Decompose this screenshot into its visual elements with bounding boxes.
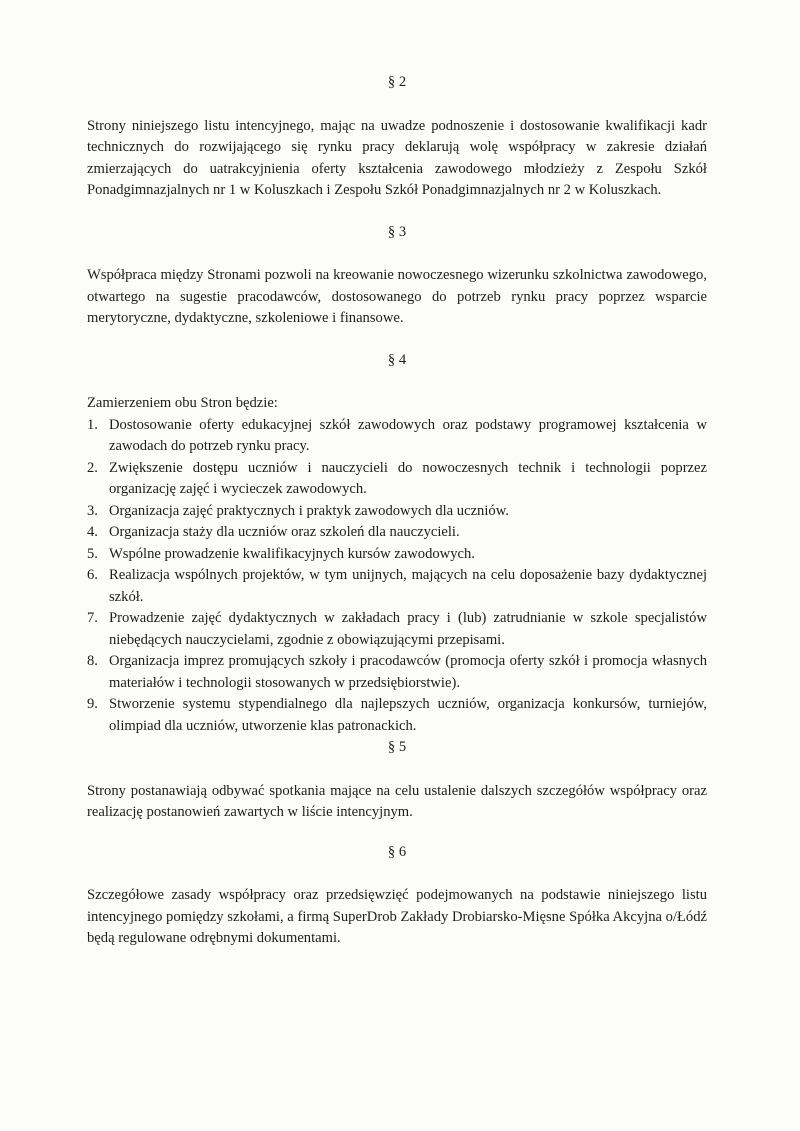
- list-item-text: Zwiększenie dostępu uczniów i nauczycieli do nowoczesnych technik i technologii poprzez organizację zajęć i wycieczek zawodowych.: [109, 459, 707, 497]
- section-text-5: Strony postanawiają odbywać spotkania mające na celu ustalenie dalszych szczegółów współpracy oraz realizację postanowień zawartych w liście intencyjnym.: [87, 782, 707, 820]
- list-item-number: 1.: [87, 416, 98, 433]
- list-item-text: Wspólne prowadzenie kwalifikacyjnych kursów zawodowych.: [109, 545, 475, 562]
- list-item: [87, 694, 707, 737]
- list-item-number: 3.: [87, 502, 98, 519]
- list-item-text: Dostosowanie oferty edukacyjnej szkół zawodowych oraz podstawy programowej kształcenia w zawodach do potrzeb rynku pracy.: [109, 416, 707, 454]
- list-item: [87, 565, 707, 608]
- list-item: [87, 458, 707, 501]
- list-item: [87, 544, 707, 566]
- list-item-text: Organizacja zajęć praktycznych i praktyk zawodowych dla uczniów.: [109, 502, 509, 519]
- list-item: [87, 522, 707, 544]
- list-item: [87, 651, 707, 694]
- section-text-6: Szczegółowe zasady współpracy oraz przedsięwzięć podejmowanych na podstawie niniejszego listu intencyjnego pomiędzy szkołami, a firmą SuperDrob Zakłady Drobiarsko-Mięsne Spółka Akcyjna o/Łódź będą regulowane odrębnymi dokumentami.: [87, 887, 707, 946]
- list-item-number: 6.: [87, 567, 98, 583]
- list-item: [87, 415, 707, 458]
- section-heading-2: § 2: [387, 74, 407, 90]
- list-item-text: Prowadzenie zajęć dydaktycznych w zakładach pracy i (lub) zatrudnianie w szkole specjalistów niebędących nauczycielami, zgodnie z obowiązującymi przepisami.: [109, 610, 707, 648]
- list-item-text: Organizacja imprez promujących szkoły i pracodawców (promocja oferty szkół i promocja własnych materiałów i technologii stosowanych w przedsiębiorstwie).: [109, 653, 707, 691]
- list-item-text: Stworzenie systemu stypendialnego dla najlepszych uczniów, organizacja konkursów, turniejów, olimpiad dla uczniów, utworzenie klas patronackich.: [109, 696, 707, 734]
- section-heading-5: § 5: [387, 739, 407, 755]
- section-text-3: Współpraca między Stronami pozwoli na kreowanie nowoczesnego wizerunku szkolnictwa zawodowego, otwartego na sugestie pracodawców, dostosowanego do potrzeb rynku pracy poprzez wsparcie merytoryczne, dydaktyczne, szkoleniowe i finansowe.: [87, 267, 707, 326]
- section-heading-3: § 3: [387, 223, 407, 240]
- section-text-2: Strony niniejszego listu intencyjnego, mając na uwadze podnoszenie i dostosowanie kwalifikacji kadr technicznych do rozwijającego się rynku pracy deklarują wolę współpracy w zakresie działań zmierzających do uatrakcyjnienia oferty kształcenia zawodowego młodzieży z Zespołu Szkół Ponadgimnazjalnych nr 1 w Koluszkach i Zespołu Szkół Ponadgimnazjalnych nr 2 w Koluszkach.: [87, 117, 707, 198]
- list-item-number: 9.: [87, 696, 98, 712]
- list-item: [87, 501, 707, 523]
- list-item-number: 2.: [87, 459, 98, 476]
- list-item-number: 7.: [87, 610, 98, 626]
- list-item-number: 8.: [87, 653, 98, 669]
- section-heading-6: § 6: [387, 843, 407, 860]
- section-heading-4: § 4: [387, 351, 407, 368]
- document-body: [87, 72, 707, 950]
- goals-list: [87, 415, 707, 738]
- list-item-number: 4.: [87, 524, 98, 540]
- list-item-text: Organizacja staży dla uczniów oraz szkoleń dla nauczycieli.: [109, 524, 460, 540]
- section-intro-4: Zamierzeniem obu Stron będzie:: [87, 395, 278, 411]
- list-item-text: Realizacja wspólnych projektów, w tym unijnych, mających na celu doposażenie bazy dydaktycznej szkół.: [109, 567, 707, 605]
- list-item: [87, 608, 707, 651]
- list-item-number: 5.: [87, 545, 98, 562]
